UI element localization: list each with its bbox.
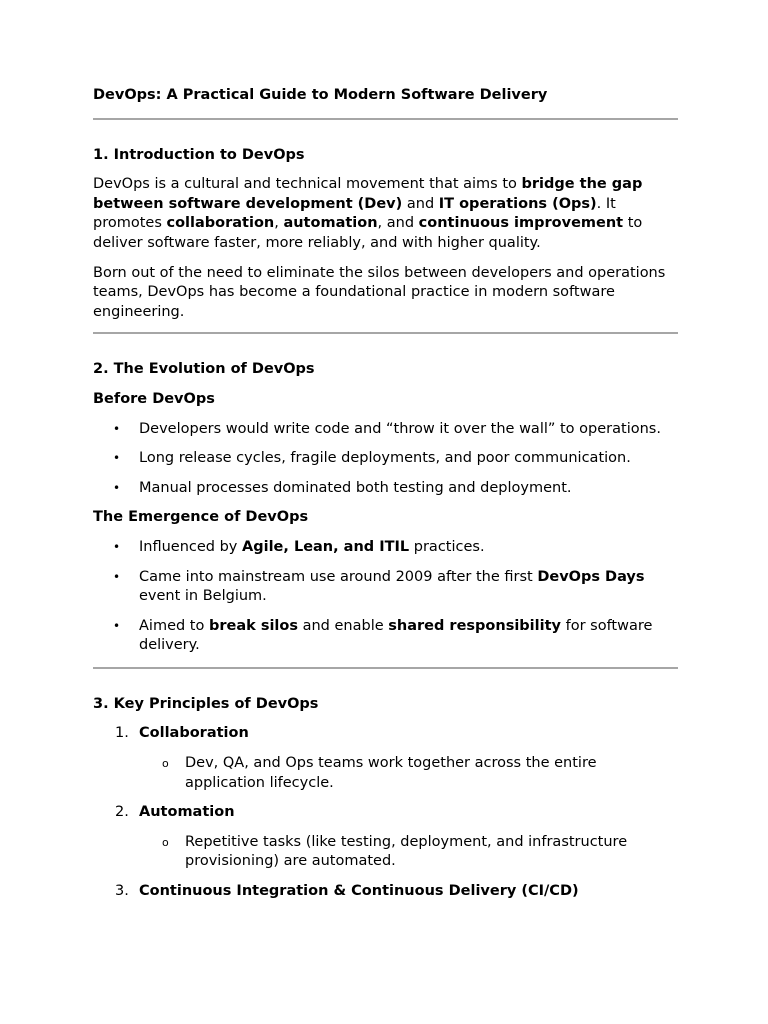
text-run: and enable (298, 617, 389, 634)
bullet-icon: • (113, 421, 121, 436)
bold-run: Agile, Lean, and ITIL (242, 538, 410, 555)
sub-list (139, 754, 678, 793)
text-run: practices. (409, 538, 485, 555)
sub-list-item-text: Dev, QA, and Ops teams work together across the entire application lifecycle. (185, 755, 597, 791)
intro-paragraph (93, 175, 678, 253)
bold-run: shared responsibility (388, 617, 561, 634)
text-run: for software delivery. (139, 617, 653, 654)
text-run: , and (377, 215, 419, 232)
principle-title: Continuous Integration & Continuous Delivery (CI/CD) (139, 883, 579, 900)
bold-run: IT operations (Ops) (438, 195, 597, 212)
bullet-icon: • (113, 539, 121, 554)
bold-run: automation (283, 215, 378, 232)
list-item (93, 479, 678, 499)
bullet-icon: • (113, 451, 121, 466)
list-item (93, 803, 678, 872)
list-item (93, 449, 678, 469)
section-heading-principles: 3. Key Principles of DevOps (93, 695, 319, 712)
bullet-icon: • (113, 618, 121, 633)
text-run: Aimed to (139, 617, 209, 634)
divider (93, 118, 678, 120)
text-run: DevOps is a cultural and technical movement that aims to (93, 176, 522, 193)
document-title: DevOps: A Practical Guide to Modern Software Delivery (93, 87, 548, 103)
subheading-before-devops: Before DevOps (93, 390, 215, 407)
emergence-list (93, 538, 678, 656)
text-run: and (402, 195, 439, 212)
bullet-icon: • (113, 569, 121, 584)
list-item (93, 420, 678, 440)
section-heading-evolution: 2. The Evolution of DevOps (93, 361, 315, 378)
origin-paragraph: Born out of the need to eliminate the silos between developers and operations teams, DevOps has become a foundational practice in modern software engineering. (93, 264, 666, 320)
text-run: , (274, 215, 284, 232)
bold-run: DevOps Days (537, 568, 645, 585)
divider (93, 667, 678, 669)
text-run: Influenced by (139, 538, 243, 555)
list-number: 1. (115, 725, 129, 742)
bold-run: bridge the gap between software development (Dev) (93, 176, 643, 212)
circle-bullet-icon: o (162, 835, 169, 849)
sub-list-item-text: Repetitive tasks (like testing, deployment, and infrastructure provisioning) are automated. (185, 833, 628, 870)
principle-title: Collaboration (139, 725, 249, 742)
section-heading-introduction: 1. Introduction to DevOps (93, 146, 305, 163)
list-item (93, 568, 678, 607)
divider (93, 332, 678, 334)
list-item (93, 617, 678, 656)
list-item (93, 538, 678, 558)
list-item-text: Long release cycles, fragile deployments, and poor communication. (139, 450, 631, 467)
bold-run: break silos (208, 617, 298, 634)
bold-run: continuous improvement (418, 215, 624, 232)
list-item (93, 882, 678, 902)
bold-run: collaboration (166, 215, 275, 232)
sub-list (139, 833, 678, 872)
bullet-icon: • (113, 480, 121, 495)
subheading-emergence: The Emergence of DevOps (93, 509, 309, 526)
document-body (93, 86, 678, 902)
list-item-text: Manual processes dominated both testing and deployment. (139, 479, 572, 496)
principle-title: Automation (139, 804, 235, 821)
list-number: 2. (115, 804, 129, 821)
sub-list-item (139, 754, 678, 793)
list-number: 3. (115, 883, 129, 900)
list-item-text: Developers would write code and “throw it over the wall” to operations. (139, 420, 661, 437)
text-run: Came into mainstream use around 2009 after the first (139, 568, 538, 585)
sub-list-item (139, 833, 678, 872)
list-item (93, 724, 678, 793)
text-run: . It promotes (93, 195, 616, 232)
principles-list (93, 724, 678, 901)
circle-bullet-icon: o (162, 757, 169, 771)
before-devops-list (93, 420, 678, 499)
text-run: event in Belgium. (139, 588, 267, 605)
text-run: to deliver software faster, more reliably, and with higher quality. (93, 215, 643, 251)
